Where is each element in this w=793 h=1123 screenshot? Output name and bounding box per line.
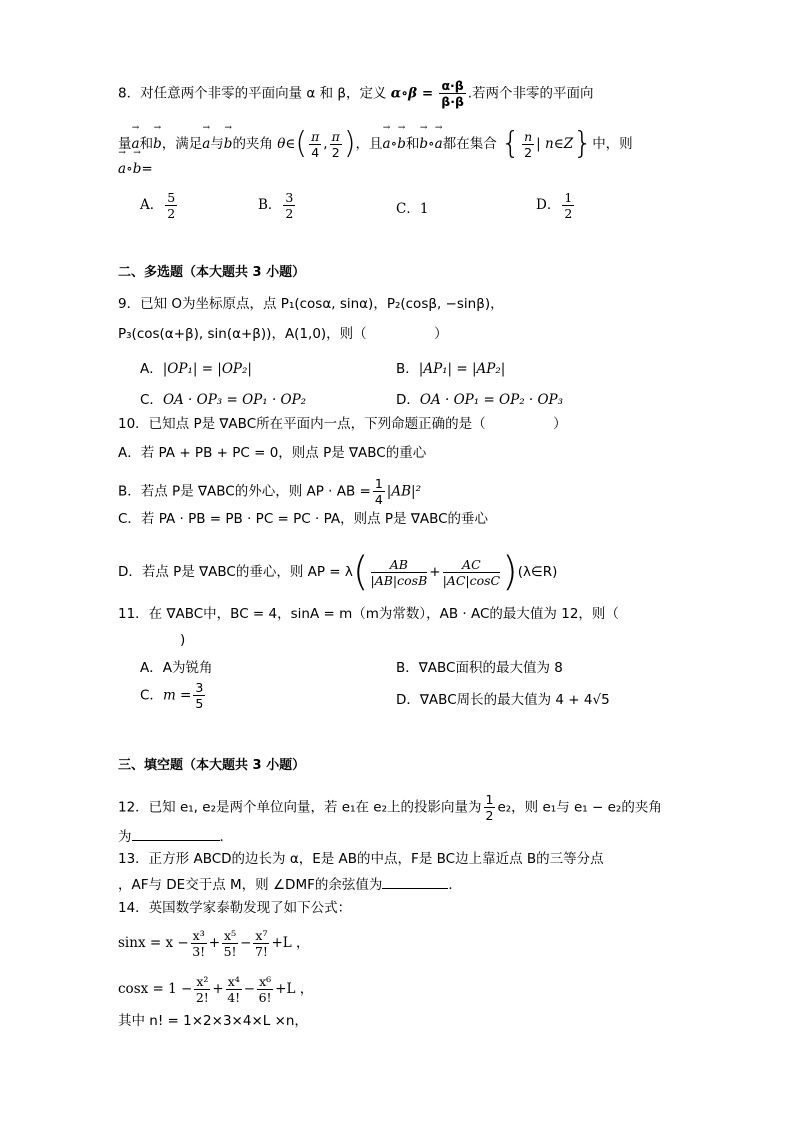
q8-text6: 与 [210,136,224,152]
q10-d-frac2: $\frac{AC}{|AC|\cos C}$ [442,556,501,588]
vec-a: → a [132,135,140,153]
q8-theta: θ∈ [277,136,296,152]
q8-line1 [118,78,594,109]
q8-option-d[interactable] [536,190,576,221]
q13-line1: 13．正方形 ABCD的边长为 α，E是 AB的中点，F是 BC边上靠近点 B的三等分点 [118,851,604,867]
q8-text2: .若两个非零的平面向 [467,85,594,102]
q12-line2-text: 为 [118,829,132,845]
q12-answer-blank[interactable] [132,826,220,841]
op-circ3: ∘ [126,161,133,177]
q14-line-last: 其中 n! = 1×2×3×4×L ×n， [118,1013,308,1029]
q8-text5: ，满足 [161,136,203,152]
q9-opt-c-label: C． [140,392,163,408]
vec-b4: → b [419,135,428,153]
q10-d-paren-open: ( [352,549,369,595]
q11-opt-c-label: C． [140,687,163,704]
q10-option-c[interactable]: C．若 PA · PB = PB · PC = PC · PA，则点 P是 ∇ABC的垂心 [118,511,489,527]
q11-stem1: 11．在 ∇ABC中，BC = 4，sinA = m（m为常数），AB · AC的最大值为 12，则（ [118,606,619,622]
q9-opt-b-text: |AP₁| = |AP₂| [418,361,506,377]
q9-option-c[interactable] [140,388,306,408]
q8-text10: 都在集合 [442,136,497,152]
q9-opt-d-text: OA · OP₁ = OP₂ · OP₃ [419,392,564,408]
paren-open: ( [295,126,308,161]
q10-stem: 10．已知点 P是 ∇ABC所在平面内一点，下列命题正确的是（ ） [118,416,567,432]
q11-option-d[interactable] [396,688,610,708]
q9-line2: P₃(cos(α+β), sin(α+β))，A(1,0)，则（ ） [118,326,448,342]
q11-option-a[interactable] [140,656,213,676]
q10-b-post: |AB|² [386,483,421,500]
vec-b3: → b [397,135,406,153]
q8-text8: ，且 [355,136,383,152]
q14-sin-lhs: sinx = x − [118,935,189,951]
q10-b-pre: B．若点 P是 ∇ABC的外心，则 AP · AB = [118,483,371,500]
q13-line2 [118,874,462,894]
q9-opt-c-text: OA · OP₃ = OP₁ · OP₂ [162,392,307,408]
q10-option-d[interactable]: D．若点 P是 ∇ABC的垂心，则 AP = λ( $\frac{AB}{|AB|\cos B}$ + $\frac{AC}{|AC|\cos C}$ )(λ∈R) [118,549,558,595]
q13-line2-end: ． [448,877,462,893]
q9-opt-a-text: |OP₁| = |OP₂| [162,361,252,377]
q10-option-b[interactable] [118,476,421,507]
q10-d-pre: D．若点 P是 ∇ABC的垂心，则 AP = λ [118,564,353,580]
set-cond: | n∈Z [536,136,574,152]
brace-close: } [573,126,593,161]
q14-cos-op3: +L ， [275,981,314,997]
op-circ: ∘ [390,136,398,152]
q8-text4: 和 [139,136,154,152]
q14-cos-t3: $\frac{\text{x⁶}}{6!}$ [258,974,272,1005]
q9-opt-b-label: B． [396,361,419,377]
q14-sin-op2: − [240,935,252,951]
q10-d-frac1: $\frac{AB}{|AB|\cos B}$ [370,556,428,588]
q9-option-d[interactable] [396,388,563,408]
q11-opt-c-frac: $\frac{3}{5}$ [195,680,204,711]
q9-line1: 9．已知 O为坐标原点，点 P₁(cosα, sinα)，P₂(cosβ, −sinβ)， [118,296,504,312]
q10-d-post: (λ∈R) [517,564,558,580]
q12-line1a: 12．已知 e₁, e₂是两个单位向量，若 e₁在 e₂上的投影向量为 [118,799,482,816]
q8-pi4: $\frac{\pi}{4}$ [311,128,320,160]
q11-opt-b-label: B． [396,660,419,676]
vec-b: → b [153,135,162,153]
op-circ2: ∘ [428,136,435,152]
q9-opt-a-label: A． [140,361,163,377]
paren-close: ) [343,126,356,161]
q8-text3: 量 [118,136,132,152]
vec-a2: → a [202,135,210,153]
section3-title: 三、填空题（本大题共 3 小题） [118,758,306,773]
q14-cos-op1: + [212,981,224,997]
vec-a3: → a [383,135,391,153]
q14-cos-lhs: cosx = 1 − [118,981,193,997]
q9-option-b[interactable] [396,357,505,377]
q8-option-c[interactable] [396,197,428,217]
q8-opt-b-label: B． [258,197,282,213]
q8-text1: 对任意两个非零的平面向量 α 和 β，定义 [140,85,387,102]
q14-line1: 14．英国数学家泰勒发现了如下公式： [118,900,352,916]
q11-option-b[interactable] [396,656,563,676]
q8-def-fraction: $\frac{\alpha\cdot\beta}{\beta\cdot\beta}$ [441,78,464,109]
q10-option-a[interactable]: A．若 PA + PB + PC = 0，则点 P是 ∇ABC的重心 [118,445,427,461]
q14-sin-op1: + [208,935,221,951]
vec-a4: → a [435,135,443,153]
q12-line2 [118,826,233,846]
q8-line2: 量→ a和→ b，满足→ a与→ b的夹角 θ∈( $\frac{\pi}{4}$ , $\frac{\pi}{2}$ )，且→ a∘→ b和→ b∘→ a都在集合 { $\frac{n}{2}$ | n∈Z}中，则 [118,124,633,164]
q14-sin-op3: +L ， [271,935,310,951]
brace-open: { [501,126,521,161]
q8-opt-c-label: C． [396,201,420,217]
q11-option-c[interactable] [140,680,207,711]
q12-frac: $\frac{1}{2}$ [485,792,494,823]
q8-pi2: $\frac{\pi}{2}$ [331,128,340,160]
q12-line2-end: ． [219,829,233,845]
vec-b5: → b [133,160,142,178]
q9-opt-d-label: D． [396,392,420,408]
q14-sin-formula [118,928,310,959]
section2-title: 二、多选题（本大题共 3 小题） [118,265,306,280]
q8-text7: 的夹角 [232,136,273,152]
q13-answer-blank[interactable] [382,874,448,889]
q8-opt-a-label: A． [140,197,164,213]
q8-number: 8． [118,85,141,102]
q14-cos-t1: $\frac{\text{x²}}{2!}$ [195,974,209,1005]
q8-text9: 和 [405,136,420,152]
q8-opt-d-label: D． [536,197,561,213]
q10-d-paren-close: ) [502,549,518,595]
q8-opt-b-frac: $\frac{3}{2}$ [285,190,294,221]
q14-sin-t1: $\frac{\text{x³}}{3!}$ [192,928,206,959]
q8-line3 [118,160,153,178]
q8-opt-c-value: 1 [419,201,429,217]
q8-opt-a-frac: $\frac{5}{2}$ [167,190,176,221]
q11-opt-d-text: ∇ABC周长的最大值为 4 + 4√5 [419,692,610,708]
q14-sin-t3: $\frac{\text{x⁷}}{7!}$ [254,928,268,959]
q14-cos-op2: − [243,981,256,997]
q8-opt-d-frac: $\frac{1}{2}$ [564,190,573,221]
q8-option-b[interactable] [258,190,297,221]
q8-option-a[interactable] [140,190,179,221]
q11-opt-c-text: m = [162,687,192,704]
q11-opt-a-text: A为锐角 [162,660,213,676]
q8-text11: 中，则 [592,136,633,152]
q11-stem2: ) [180,632,186,648]
q8-n2: $\frac{n}{2}$ [524,128,533,160]
q9-option-a[interactable] [140,357,252,377]
vec-b2: → b [224,135,233,153]
q14-cos-t2: $\frac{\text{x⁴}}{4!}$ [227,974,241,1005]
q10-b-frac: $\frac{1}{4}$ [374,476,383,507]
q8-text12: = [141,161,153,177]
q14-sin-t2: $\frac{\text{x⁵}}{5!}$ [223,928,237,959]
q12-line1 [118,792,662,823]
q13-line2-text: ，AF与 DE交于点 M，则 ∠DMF的余弦值为 [118,877,383,893]
q14-cos-formula [118,974,313,1005]
q12-line1b: e₂，则 e₁与 e₁ − e₂的夹角 [497,799,662,816]
q11-opt-b-text: ∇ABC面积的最大值为 8 [418,660,563,676]
q11-opt-d-label: D． [396,692,420,708]
q11-opt-a-label: A． [140,660,163,676]
q8-def-lhs: α∘β = [390,85,434,102]
vec-a5: → a [118,160,126,178]
